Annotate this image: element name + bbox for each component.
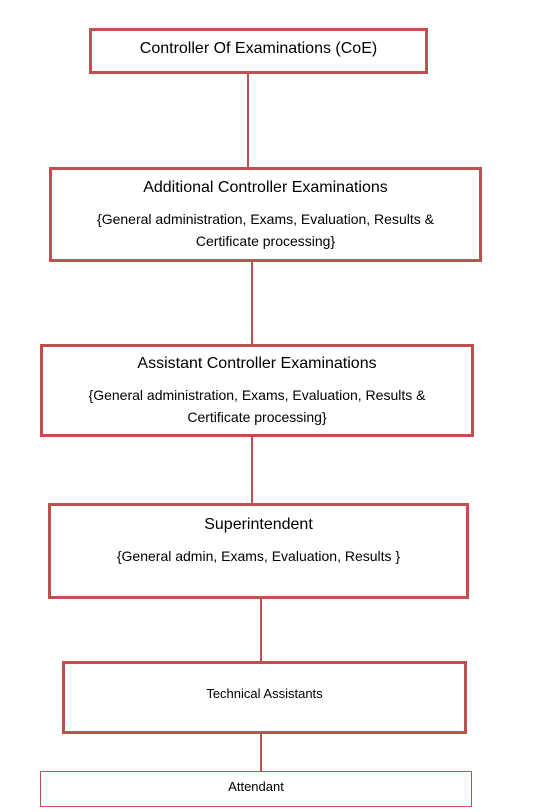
node-description: {General administration, Exams, Evaluation, Results & Certificate processing} — [88, 387, 426, 425]
node-title: Attendant — [228, 779, 284, 794]
node-technical-assistants — [62, 661, 467, 734]
node-title: Superintendent — [204, 516, 313, 533]
node-title: Technical Assistants — [206, 686, 323, 701]
connector-coe-to-additional — [247, 74, 249, 167]
node-additional-controller — [49, 167, 482, 262]
connector-superintendent-to-technical — [260, 599, 262, 661]
node-controller-of-examinations — [89, 28, 428, 74]
connector-assistant-to-superintendent — [251, 437, 253, 503]
node-title: Additional Controller Examinations — [143, 179, 388, 196]
node-assistant-controller — [40, 344, 474, 437]
connector-additional-to-assistant — [251, 262, 253, 344]
node-description: {General administration, Exams, Evaluation, Results & Certificate processing} — [97, 211, 434, 249]
node-attendant — [40, 771, 472, 807]
node-description: {General admin, Exams, Evaluation, Results } — [116, 548, 401, 564]
connector-technical-to-attendant — [260, 734, 262, 771]
node-superintendent — [48, 503, 469, 599]
node-title: Controller Of Examinations (CoE) — [139, 40, 378, 57]
node-title: Assistant Controller Examinations — [137, 355, 377, 372]
